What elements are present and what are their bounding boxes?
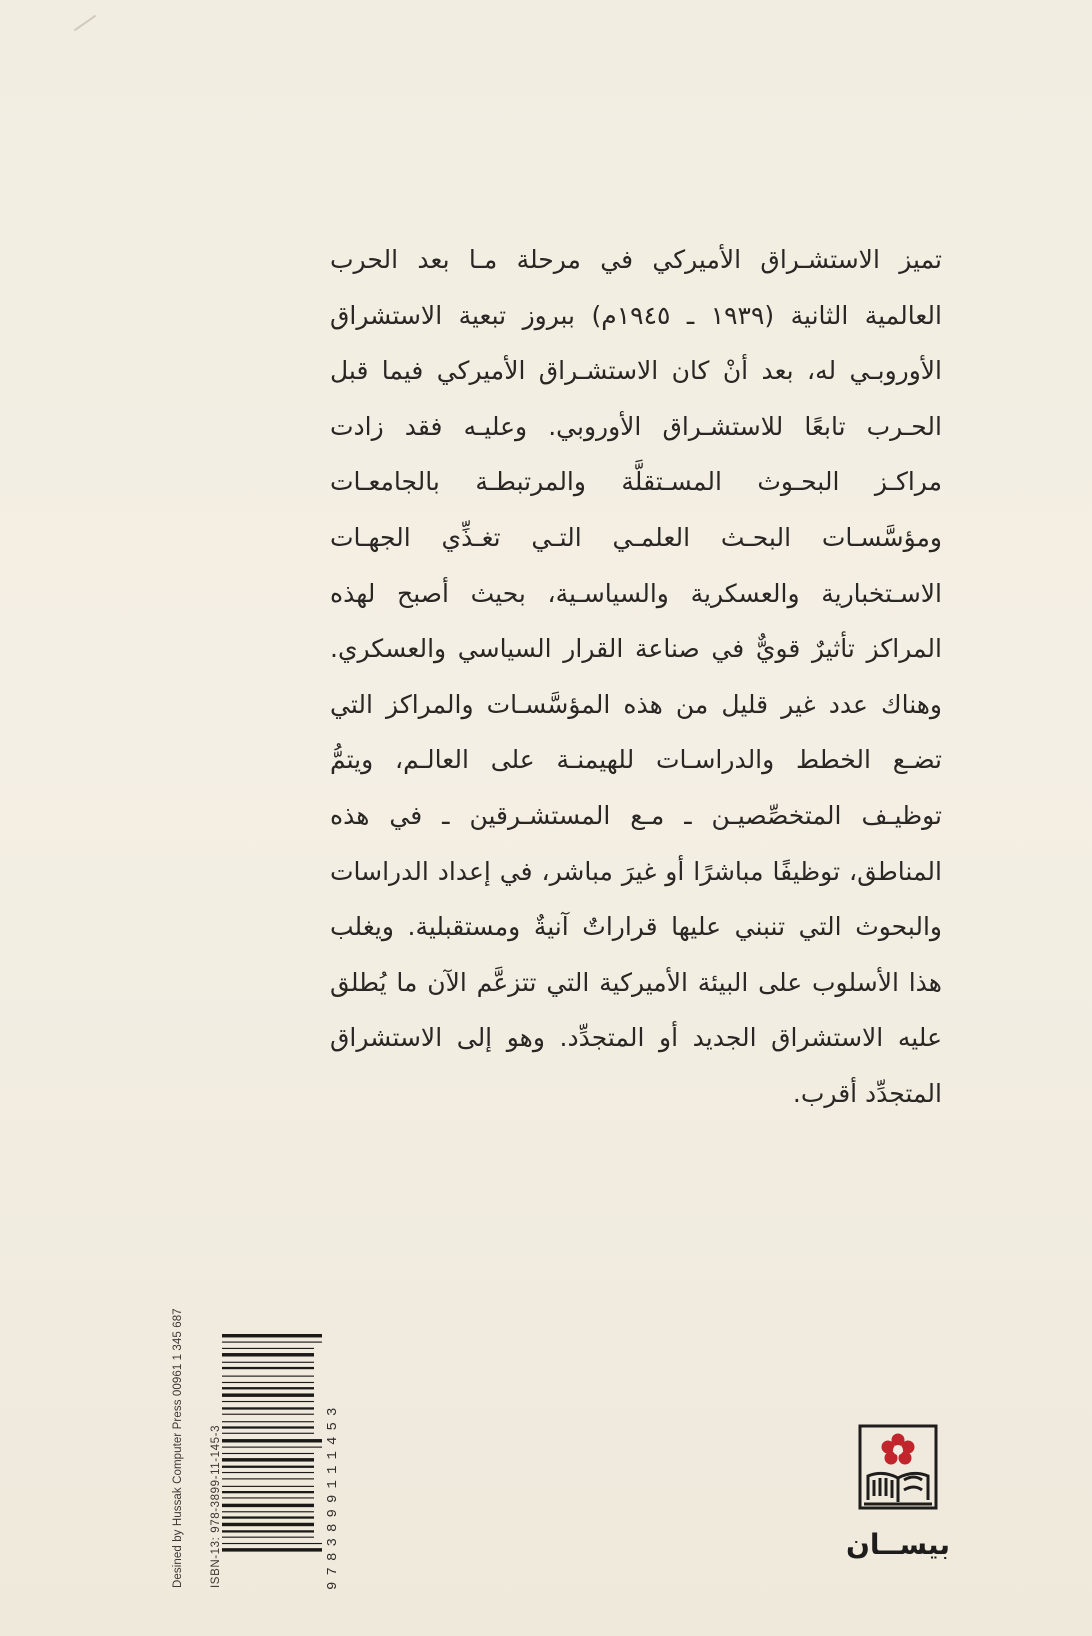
barcode-bar — [222, 1504, 314, 1507]
barcode-bar — [222, 1362, 314, 1363]
barcode-bar — [222, 1376, 314, 1377]
blurb-text — [330, 232, 942, 1122]
isbn-label: ISBN-13: 978-3899-11-145-3 — [210, 1424, 222, 1588]
scratch-mark — [74, 15, 96, 32]
blurb-line: هذا الأسلوب على البيئة الأميركية التي تتزعَّم الآن ما يُطلق — [330, 967, 942, 997]
barcode-bar — [222, 1548, 322, 1551]
blurb-line: المتجدِّد أقرب. — [792, 1078, 942, 1108]
barcode-bar — [222, 1353, 314, 1356]
barcode-bar — [222, 1543, 322, 1544]
blurb-line: وهناك عدد غير قليل من هذه المؤسَّسـات والمراكز التي — [330, 689, 942, 719]
barcode-bar — [222, 1486, 314, 1487]
barcode-bar — [222, 1537, 314, 1538]
blurb-line: العالمية الثانية (١٩٣٩ ـ ١٩٤٥م) ببروز تبعية الاستشراق — [330, 300, 942, 330]
blurb-line: تضـع الخطط والدراسـات للهيمنـة على العالـم، ويتمُّ — [330, 745, 942, 775]
flower-book-icon — [848, 1420, 948, 1540]
blurb-line: الاسـتخبارية والعسكرية والسياسـية، بحيث أصبح لهذه — [330, 578, 942, 608]
barcode-bar — [222, 1407, 314, 1409]
blurb-line: تميز الاستشـراق الأميركي في مرحلة مـا بعد الحرب — [330, 245, 942, 274]
barcode-bar — [222, 1491, 314, 1493]
blurb-line: ومؤسَّسـات البحـث العلمـي التـي تغـذِّي الجهـات — [330, 522, 942, 552]
barcode-bar — [222, 1530, 314, 1532]
barcode-digits: 9783899111453 — [325, 1401, 341, 1590]
barcode-bars — [222, 1334, 322, 1570]
barcode-bar — [222, 1414, 314, 1415]
barcode-bar — [222, 1523, 314, 1526]
barcode-bar — [222, 1342, 322, 1343]
barcode-bar — [222, 1367, 314, 1369]
barcode-bar — [222, 1426, 314, 1428]
barcode-bar — [222, 1439, 322, 1442]
barcode-bar — [222, 1472, 314, 1473]
barcode-bar — [222, 1453, 314, 1454]
blurb-line: الأوروبـي له، بعد أنْ كان الاستشـراق الأميركي فيما قبل — [330, 356, 942, 386]
barcode-bar — [222, 1393, 314, 1396]
barcode-bar — [222, 1348, 314, 1349]
flower-icon — [882, 1434, 915, 1465]
book-icon — [864, 1473, 932, 1504]
blurb-line: المناطق، توظيفًا مباشرًا أو غيرَ مباشر، في إعداد الدراسات — [330, 856, 942, 886]
barcode-bar — [222, 1382, 314, 1383]
barcode-bar — [222, 1466, 314, 1468]
blurb-line: والبحوث التي تنبني عليها قراراتٌ آنيةٌ ومستقبلية. ويغلب — [330, 912, 942, 942]
barcode-bar — [222, 1478, 314, 1479]
blurb-line: عليه الاستشراق الجديد أو المتجدِّد. وهو إلى الاستشراق — [330, 1023, 942, 1053]
barcode-bar — [222, 1334, 322, 1337]
barcode-bar — [222, 1387, 314, 1389]
blurb-line: توظيـف المتخصِّصيـن ـ مـع المستشـرقين ـ في هذه — [330, 800, 942, 830]
barcode-bar — [222, 1511, 314, 1512]
blurb-line: المراكز تأثيرٌ قويٌّ في صناعة القرار السياسي والعسكري. — [330, 634, 942, 664]
barcode-bar — [222, 1421, 314, 1422]
barcode-bar — [222, 1497, 314, 1498]
barcode-bar — [222, 1516, 314, 1518]
barcode-bar — [222, 1401, 314, 1402]
designer-credit: Desined by Hussak Computer Press 00961 1 345 687 — [172, 1308, 184, 1588]
barcode-bar — [222, 1458, 314, 1461]
barcode-bar — [222, 1433, 314, 1434]
blurb-line: الحـرب تابعًا للاستشـراق الأوروبي. وعليـه فقد زادت — [330, 411, 942, 441]
publisher-name: بيســان — [846, 1528, 950, 1561]
blurb-line: مراكـز البحـوث المسـتقلَّة والمرتبطـة بالجامعـات — [330, 467, 942, 497]
barcode-bar — [222, 1447, 322, 1448]
